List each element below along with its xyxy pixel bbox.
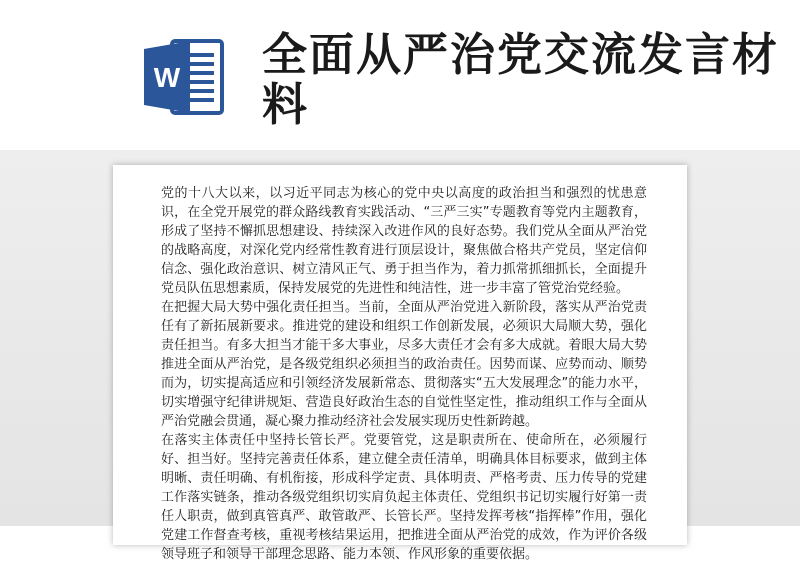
document-title: 全面从严治党交流发言材料 <box>262 28 780 131</box>
document-page <box>113 165 687 562</box>
paragraph-2: 在把握大局大势中强化责任担当。当前，全面从严治党进入新阶段，落实从严治党责任有了新拓展新要求。推进党的建设和组织工作创新发展，必须识大局顺大势，强化责任担当。有多大担当才能干多大事业，尽多大责任才会有多大成就。着眼大局大势推进全面从严治党，是各级党组织必须担当的政治责任。因势而谋、应势而动、顺势而为，切实提高适应和引领经济发展新常态、贯彻落实“五大发展理念”的能力水平，切实增强守纪律讲规矩、营造良好政治生态的自觉性坚定性，推动组织工作与全面从严治党融会贯通，凝心聚力推动经济社会发展实现历史性新跨越。 <box>161 300 647 429</box>
header <box>0 0 800 150</box>
document-body <box>161 184 647 564</box>
paragraph-1: 党的十八大以来，以习近平同志为核心的党中央以高度的政治担当和强烈的忧患意识，在全党开展党的群众路线教育实践活动、“三严三实”专题教育等党内主题教育，形成了坚持不懈抓思想建设、持续深入改进作风的良好态势。我们党从全面从严治党的战略高度，对深化党内经常性教育进行顶层设计，聚焦做合格共产党员，坚定信仰信念、强化政治意识、树立清风正气、勇于担当作为，着力抓常抓细抓长，全面提升党员队伍思想素质，保持发展党的先进性和纯洁性，进一步丰富了管党治党经验。 <box>161 186 647 296</box>
paragraph-3: 在落实主体责任中坚持长管长严。党要管党，这是职责所在、使命所在，必须履行好、担当好。坚持完善责任体系，建立健全责任清单，明确具体目标要求，做到主体明晰、责任明确、有机衔接，形成科学定责、具体明责、严格考责、压力传导的党建工作落实链条，推动各级党组织切实肩负起主体责任、党组织书记切实履行好第一责任人职责，做到真管真严、敢管敢严、长管长严。坚持发挥考核“指挥棒”作用，强化党建工作督查考核，重视考核结果运用，把推进全面从严治党的成效，作为评价各级领导班子和领导干部理念思路、能力本领、作风形象的重要依据。 <box>161 433 647 562</box>
word-document-icon <box>142 35 226 119</box>
word-icon-letter: W <box>153 62 181 93</box>
